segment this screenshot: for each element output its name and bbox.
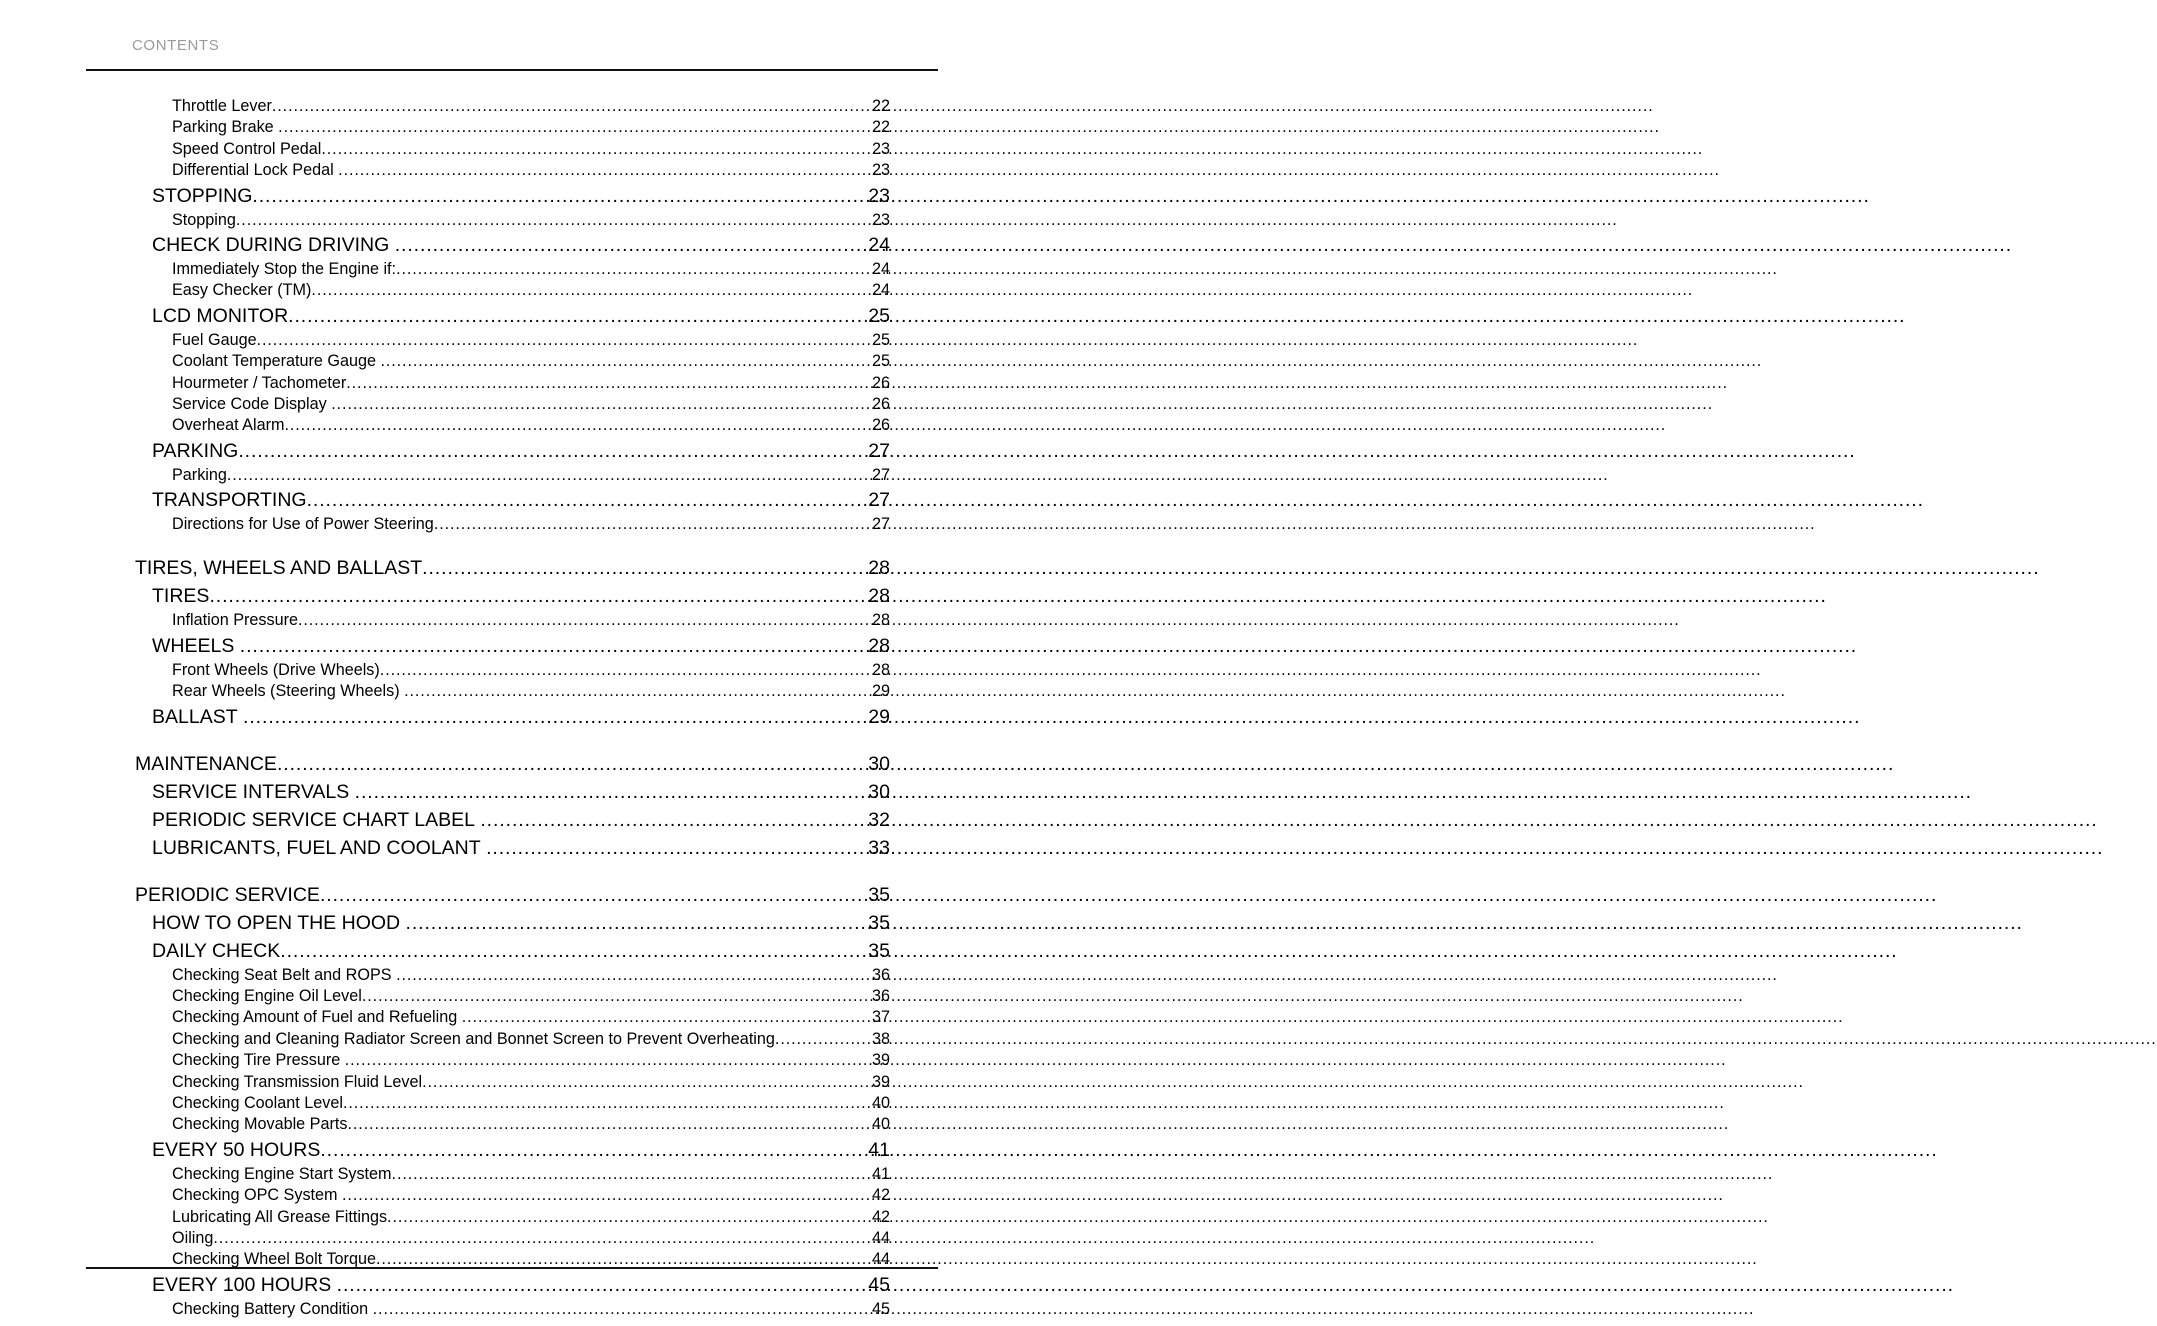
toc-entry-page-number: 28 [871,660,890,679]
toc-entry-page-number: 45 [871,1299,890,1318]
toc-entry-title: TRANSPORTING [152,489,307,512]
toc-entry-title: Checking Coolant Level [172,1093,343,1112]
toc-entry-title: EVERY 50 HOURS [152,1138,321,1161]
toc-entry[interactable] [0,373,1024,394]
toc-entry-page-number: 27 [871,515,890,534]
toc-entry-title: Checking Transmission Fluid Level [172,1072,423,1091]
toc-entry-page-number: 24 [868,233,890,256]
toc-entry-page-number: 42 [871,1186,890,1205]
toc-entry-page-number: 24 [871,259,890,278]
toc-entry[interactable] [0,1228,1024,1249]
toc-dot-leader [280,937,860,965]
toc-entry[interactable] [0,750,1024,778]
toc-entry[interactable] [0,778,1024,806]
toc-entry-title: Coolant Temperature Gauge [172,352,381,371]
toc-entry-page-number: 35 [868,939,890,962]
toc-entry-title: Checking Engine Oil Level [172,987,362,1006]
toc-entry-page-number: 28 [868,585,890,608]
toc-entry-title: TIRES [152,585,210,608]
toc-entry-title: Directions for Use of Power Steering [172,515,434,534]
toc-entry-title: Checking Amount of Fuel and Refueling [172,1008,462,1027]
toc-entry[interactable] [0,259,1024,280]
toc-dot-leader [307,486,860,514]
toc-dot-leader [387,1207,865,1228]
toc-entry-page-number: 39 [871,1072,890,1091]
toc-dot-leader [238,437,860,465]
toc-dot-leader [252,182,860,210]
toc-dot-leader [355,778,860,806]
toc-entry-page-number: 37 [871,1008,890,1027]
contents-page [0,0,1024,1326]
toc-entry-page-number: 36 [871,965,890,984]
toc-dot-leader [321,139,865,160]
toc-dot-leader [422,554,860,582]
toc-dot-leader [380,660,865,681]
toc-entry[interactable] [0,1164,1024,1185]
toc-entry[interactable] [0,554,1024,582]
toc-entry[interactable] [0,582,1024,610]
toc-entry[interactable] [0,1072,1024,1093]
toc-entry-title: LCD MONITOR [152,304,289,327]
toc-entry-page-number: 29 [871,682,890,701]
toc-entry-page-number: 25 [871,352,890,371]
toc-entry-title: Checking OPC System [172,1186,343,1205]
toc-dot-leader [373,1299,865,1320]
toc-entry-page-number: 45 [868,1273,890,1296]
toc-dot-leader [209,582,860,610]
toc-entry[interactable] [0,703,1024,731]
toc-entry-title: DAILY CHECK [152,939,281,962]
toc-dot-leader [395,231,860,259]
toc-entry-title: Parking Brake [172,118,279,137]
toc-entry[interactable] [0,1185,1024,1206]
toc-dot-leader [236,210,865,231]
toc-dot-leader [392,1164,865,1185]
toc-entry-title: Checking Engine Start System [172,1164,392,1183]
toc-dot-leader [277,750,860,778]
toc-entry-title: Overheat Alarm [172,416,285,435]
toc-dot-leader [345,1050,865,1071]
toc-entry[interactable] [0,139,1024,160]
toc-entry-title: CHECK DURING DRIVING [152,233,395,256]
toc-entry-page-number: 30 [868,780,890,803]
toc-entry[interactable] [0,394,1024,415]
toc-dot-leader [480,806,860,834]
toc-entry-page-number: 23 [871,139,890,158]
toc-entry-title: Checking Wheel Bolt Torque [172,1250,376,1269]
toc-entry-page-number: 22 [871,118,890,137]
toc-dot-leader [272,96,865,117]
toc-entry-title: Lubricating All Grease Fittings [172,1207,388,1226]
toc-dot-leader [406,909,860,937]
toc-entry-title: Inflation Pressure [172,611,298,630]
toc-entry-page-number: 26 [871,394,890,413]
toc-entry[interactable] [0,182,1024,210]
toc-entry-page-number: 42 [871,1207,890,1226]
toc-entry[interactable] [0,1136,1024,1164]
toc-entry-title: BALLAST [152,705,244,728]
toc-dot-leader [288,302,860,330]
toc-entry[interactable] [0,1271,1024,1299]
page-header-label: CONTENTS [132,37,220,54]
toc-entry[interactable] [0,210,1024,231]
toc-entry[interactable] [0,1029,1024,1050]
toc-entry-page-number: 33 [868,836,890,859]
toc-entry-title: Easy Checker (TM) [172,281,312,300]
toc-entry[interactable] [0,806,1024,834]
toc-dot-leader [337,1271,860,1299]
toc-entry[interactable] [0,881,1024,909]
toc-entry[interactable] [0,610,1024,631]
toc-entry-title: Oiling [172,1228,214,1247]
toc-entry[interactable] [0,1050,1024,1071]
toc-entry-page-number: 28 [868,557,890,580]
toc-entry-title: Service Code Display [172,394,332,413]
toc-entry-page-number: 28 [868,634,890,657]
toc-entry-page-number: 36 [871,987,890,1006]
toc-dot-leader [347,1114,865,1135]
toc-dot-leader [278,117,865,138]
toc-dot-leader [227,465,865,486]
toc-entry-page-number: 35 [868,883,890,906]
table-of-contents [0,96,1024,1320]
toc-entry-page-number: 25 [868,304,890,327]
toc-entry[interactable] [0,1093,1024,1114]
toc-dot-leader [298,610,865,631]
toc-entry[interactable] [0,415,1024,436]
toc-entry-title: MAINTENANCE [135,752,277,775]
toc-entry[interactable] [0,437,1024,465]
toc-entry[interactable] [0,231,1024,259]
toc-entry-page-number: 29 [868,705,890,728]
toc-entry-title: SERVICE INTERVALS [152,780,355,803]
toc-dot-leader [331,394,865,415]
toc-entry-page-number: 39 [871,1051,890,1070]
toc-entry-page-number: 40 [871,1115,890,1134]
toc-dot-leader [320,1136,860,1164]
toc-dot-leader [338,160,865,181]
toc-entry-title: Parking [172,465,227,484]
toc-entry-title: TIRES, WHEELS AND BALLAST [135,557,423,580]
toc-entry-title: Speed Control Pedal [172,139,322,158]
toc-entry-title: LUBRICANTS, FUEL AND COOLANT [152,836,487,859]
toc-entry-title: STOPPING [152,184,253,207]
toc-entry-title: Rear Wheels (Steering Wheels) [172,682,405,701]
toc-entry[interactable] [0,681,1024,702]
toc-dot-leader [486,834,860,862]
toc-entry[interactable] [0,1299,1024,1320]
toc-entry-page-number: 22 [871,97,890,115]
toc-entry-page-number: 26 [871,373,890,392]
toc-dot-leader [396,965,865,986]
toc-entry[interactable] [0,117,1024,138]
toc-entry-page-number: 44 [871,1250,890,1269]
toc-dot-leader [422,1072,865,1093]
toc-entry[interactable] [0,660,1024,681]
toc-entry-title: Immediately Stop the Engine if: [172,259,397,278]
toc-entry-page-number: 32 [868,808,890,831]
toc-entry-title: Checking Battery Condition [172,1299,373,1318]
toc-entry[interactable] [0,965,1024,986]
toc-entry-title: PARKING [152,439,239,462]
toc-entry[interactable] [0,351,1024,372]
toc-dot-leader [240,632,860,660]
toc-entry[interactable] [0,280,1024,301]
toc-entry-page-number: 26 [871,416,890,435]
toc-entry-page-number: 23 [868,184,890,207]
toc-entry-title: PERIODIC SERVICE [135,883,320,906]
toc-dot-leader [343,1093,865,1114]
toc-entry[interactable] [0,937,1024,965]
toc-entry[interactable] [0,986,1024,1007]
toc-entry[interactable] [0,96,1024,117]
toc-dot-leader [380,351,865,372]
toc-entry-page-number: 24 [871,281,890,300]
toc-entry-page-number: 38 [871,1029,890,1048]
toc-entry-page-number: 27 [868,439,890,462]
toc-entry-title: Checking Movable Parts [172,1115,348,1134]
toc-entry[interactable] [0,1114,1024,1135]
toc-entry-title: Checking Seat Belt and ROPS [172,965,397,984]
toc-dot-leader [346,373,865,394]
toc-entry-title: Hourmeter / Tachometer [172,373,347,392]
toc-dot-leader [434,514,865,535]
toc-entry-page-number: 41 [871,1164,890,1183]
toc-entry-page-number: 27 [868,489,890,512]
toc-entry-title: Checking and Cleaning Radiator Screen and Bonnet Screen to Prevent Overheating [172,1029,775,1048]
toc-entry-page-number: 40 [871,1093,890,1112]
toc-entry[interactable] [0,514,1024,535]
toc-entry-page-number: 44 [871,1228,890,1247]
toc-entry-page-number: 25 [871,330,890,349]
toc-entry-page-number: 23 [871,210,890,229]
toc-entry-title: Differential Lock Pedal [172,161,339,180]
toc-entry-title: Checking Tire Pressure [172,1051,345,1070]
toc-entry[interactable] [0,1007,1024,1028]
toc-dot-leader [362,986,865,1007]
toc-dot-leader [342,1185,865,1206]
toc-entry-page-number: 30 [868,752,890,775]
toc-dot-leader [462,1007,865,1028]
toc-dot-leader [284,415,865,436]
toc-dot-leader [320,881,860,909]
toc-entry-page-number: 27 [871,465,890,484]
toc-entry-title: Front Wheels (Drive Wheels) [172,660,380,679]
toc-entry-title: WHEELS [152,634,240,657]
toc-entry-title: Throttle Lever [172,97,272,115]
toc-entry[interactable] [0,302,1024,330]
toc-entry-page-number: 28 [871,611,890,630]
toc-dot-leader [311,280,865,301]
toc-entry-page-number: 35 [868,911,890,934]
toc-entry-page-number: 23 [871,161,890,180]
toc-entry[interactable] [0,330,1024,351]
toc-entry-title: Fuel Gauge [172,330,257,349]
toc-dot-leader [243,703,860,731]
toc-entry[interactable] [0,632,1024,660]
footer-divider-rule [86,1267,938,1269]
toc-entry-title: EVERY 100 HOURS [152,1273,337,1296]
toc-entry[interactable] [0,160,1024,181]
toc-dot-leader [775,1029,865,1050]
toc-entry[interactable] [0,465,1024,486]
toc-entry-title: PERIODIC SERVICE CHART LABEL [152,808,481,831]
toc-dot-leader [396,259,865,280]
toc-dot-leader [404,681,865,702]
toc-entry[interactable] [0,1207,1024,1228]
toc-entry[interactable] [0,486,1024,514]
toc-entry-title: Stopping [172,210,236,229]
header-divider-rule [86,69,938,71]
toc-dot-leader [213,1228,865,1249]
toc-entry[interactable] [0,834,1024,862]
toc-entry-title: HOW TO OPEN THE HOOD [152,911,406,934]
toc-dot-leader [257,330,865,351]
toc-entry[interactable] [0,909,1024,937]
toc-entry-page-number: 41 [868,1138,890,1161]
